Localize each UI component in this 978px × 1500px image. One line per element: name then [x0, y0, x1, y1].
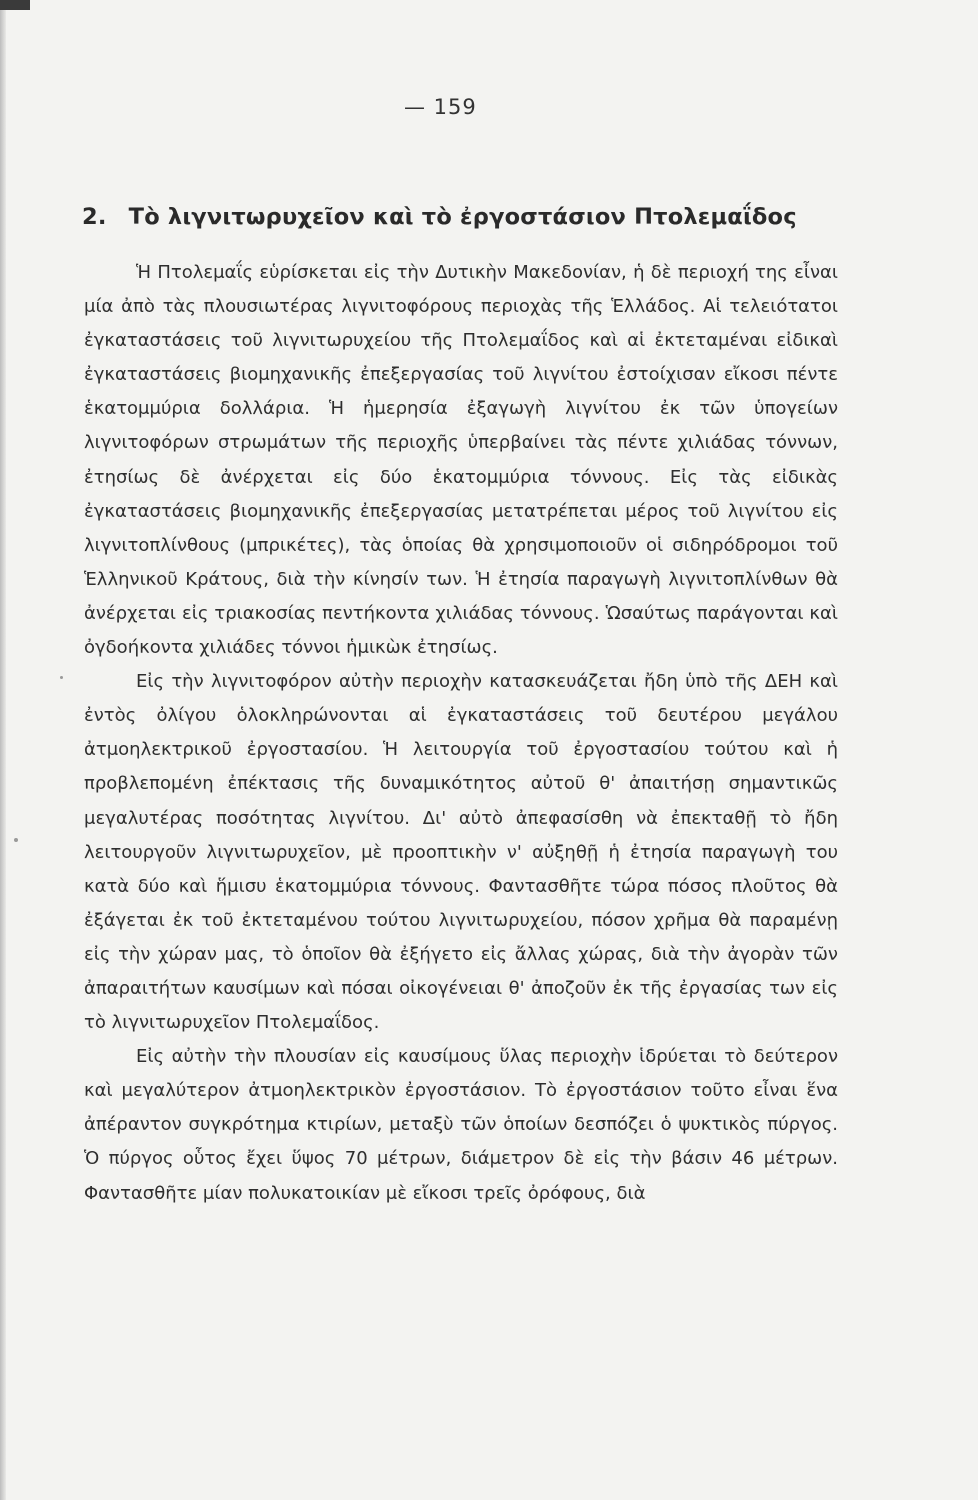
section-number: 2.	[82, 204, 107, 230]
body-text	[84, 256, 838, 1211]
scan-speck	[14, 838, 18, 842]
section-title: Τὸ λιγνιτωρυχεῖον καὶ τὸ ἐργοστάσιον Πτολεμαΐδος	[128, 204, 797, 230]
paragraph-3: Εἰς αὐτὴν τὴν πλουσίαν εἰς καυσίμους ὕλας περιοχὴν ἱδρύεται τὸ δεύτερον καὶ μεγαλύτερον ἀτμοηλεκτρικὸν ἐργοστάσιον. Τὸ ἐργοστάσιον τοῦτο εἶναι ἕνα ἀπέραντον συγκρότημα κτιρίων, μεταξὺ τῶν ὁποίων δεσπόζει ὁ ψυκτικὸς πύργος. Ὁ πύργος οὗτος ἔχει ὕψος 70 μέτρων, διάμετρον δὲ εἰς τὴν βάσιν 46 μέτρων. Φαντασθῆτε μίαν πολυκατοικίαν μὲ εἴκοσι τρεῖς ὀρόφους, διὰ	[84, 1046, 838, 1204]
page-number: — 159	[404, 95, 477, 119]
scan-left-edge	[0, 0, 6, 1500]
section-heading	[82, 204, 842, 230]
scan-corner-mark	[0, 0, 30, 10]
paragraph-2: Εἰς τὴν λιγνιτοφόρον αὐτὴν περιοχὴν κατασκευάζεται ἤδη ὑπὸ τῆς ΔΕΗ καὶ ἐντὸς ὀλίγου ὁλοκληρώνονται αἱ ἐγκαταστάσεις τοῦ δευτέρου μεγάλου ἀτμοηλεκτρικοῦ ἐργοστασίου. Ἡ λειτουργία τοῦ ἐργοστασίου τούτου καὶ ἡ προβλεπομένη ἐπέκτασις τῆς δυναμικότητος αὐτοῦ θ' ἀπαιτήσῃ σημαντικῶς μεγαλυτέρας ποσότητας λιγνίτου. Δι' αὐτὸ ἀπεφασίσθη νὰ ἐπεκταθῇ τὸ ἤδη λειτουργοῦν λιγνιτωρυχεῖον, μὲ προοπτικὴν ν' αὐξηθῇ ἡ ἐτησία παραγωγὴ του κατὰ δύο καὶ ἥμισυ ἑκατομμύρια τόννους. Φαντασθῆτε τώρα πόσος πλοῦτος θὰ ἐξάγεται ἐκ τοῦ ἐκτεταμένου τούτου λιγνιτωρυχείου, πόσον χρῆμα θὰ παραμένῃ εἰς τὴν χώραν μας, τὸ ὁποῖον θὰ ἐξήγετο εἰς ἄλλας χώρας, διὰ τὴν ἀγορὰν τῶν ἀπαραιτήτων καυσίμων καὶ πόσαι οἰκογένειαι θ' ἀποζοῦν ἐκ τῆς ἐργασίας των εἰς τὸ λιγνιτωρυχεῖον Πτολεμαΐδος.	[84, 671, 838, 1034]
scan-speck	[60, 676, 63, 679]
paragraph-1: Ἡ Πτολεμαΐς εὑρίσκεται εἰς τὴν Δυτικὴν Μακεδονίαν, ἡ δὲ περιοχή της εἶναι μία ἀπὸ τὰς πλουσιωτέρας λιγνιτοφόρους περιοχὰς τῆς Ἑλλάδος. Αἱ τελειότατοι ἐγκαταστάσεις τοῦ λιγνιτωρυχείου τῆς Πτολεμαΐδος καὶ αἱ ἐκτεταμέναι εἰδικαὶ ἐγκαταστάσεις βιομηχανικῆς ἐπεξεργασίας τοῦ λιγνίτου ἐστοίχισαν εἴκοσι πέντε ἑκατομμύρια δολλάρια. Ἡ ἡμερησία ἐξαγωγὴ λιγνίτου ἐκ τῶν ὑπογείων λιγνιτοφόρων στρωμάτων τῆς περιοχῆς ὑπερβαίνει τὰς πέντε χιλιάδας τόννων, ἐτησίως δὲ ἀνέρχεται εἰς δύο ἑκατομμύρια τόννους. Εἰς τὰς εἰδικὰς ἐγκαταστάσεις βιομηχανικῆς ἐπεξεργασίας μετατρέπεται μέρος τοῦ λιγνίτου εἰς λιγνιτοπλίνθους (μπρικέτες), τὰς ὁποίας θὰ χρησιμοποιοῦν οἱ σιδηρόδρομοι τοῦ Ἑλληνικοῦ Κράτους, διὰ τὴν κίνησίν των. Ἡ ἐτησία παραγωγὴ λιγνιτοπλίνθων θὰ ἀνέρχεται εἰς τριακοσίας πεντήκοντα χιλιάδας τόννους. Ὡσαύτως παράγονται καὶ ὀγδοήκοντα χιλιάδες τόννοι ἡμικὼκ ἐτησίως.	[84, 262, 838, 659]
